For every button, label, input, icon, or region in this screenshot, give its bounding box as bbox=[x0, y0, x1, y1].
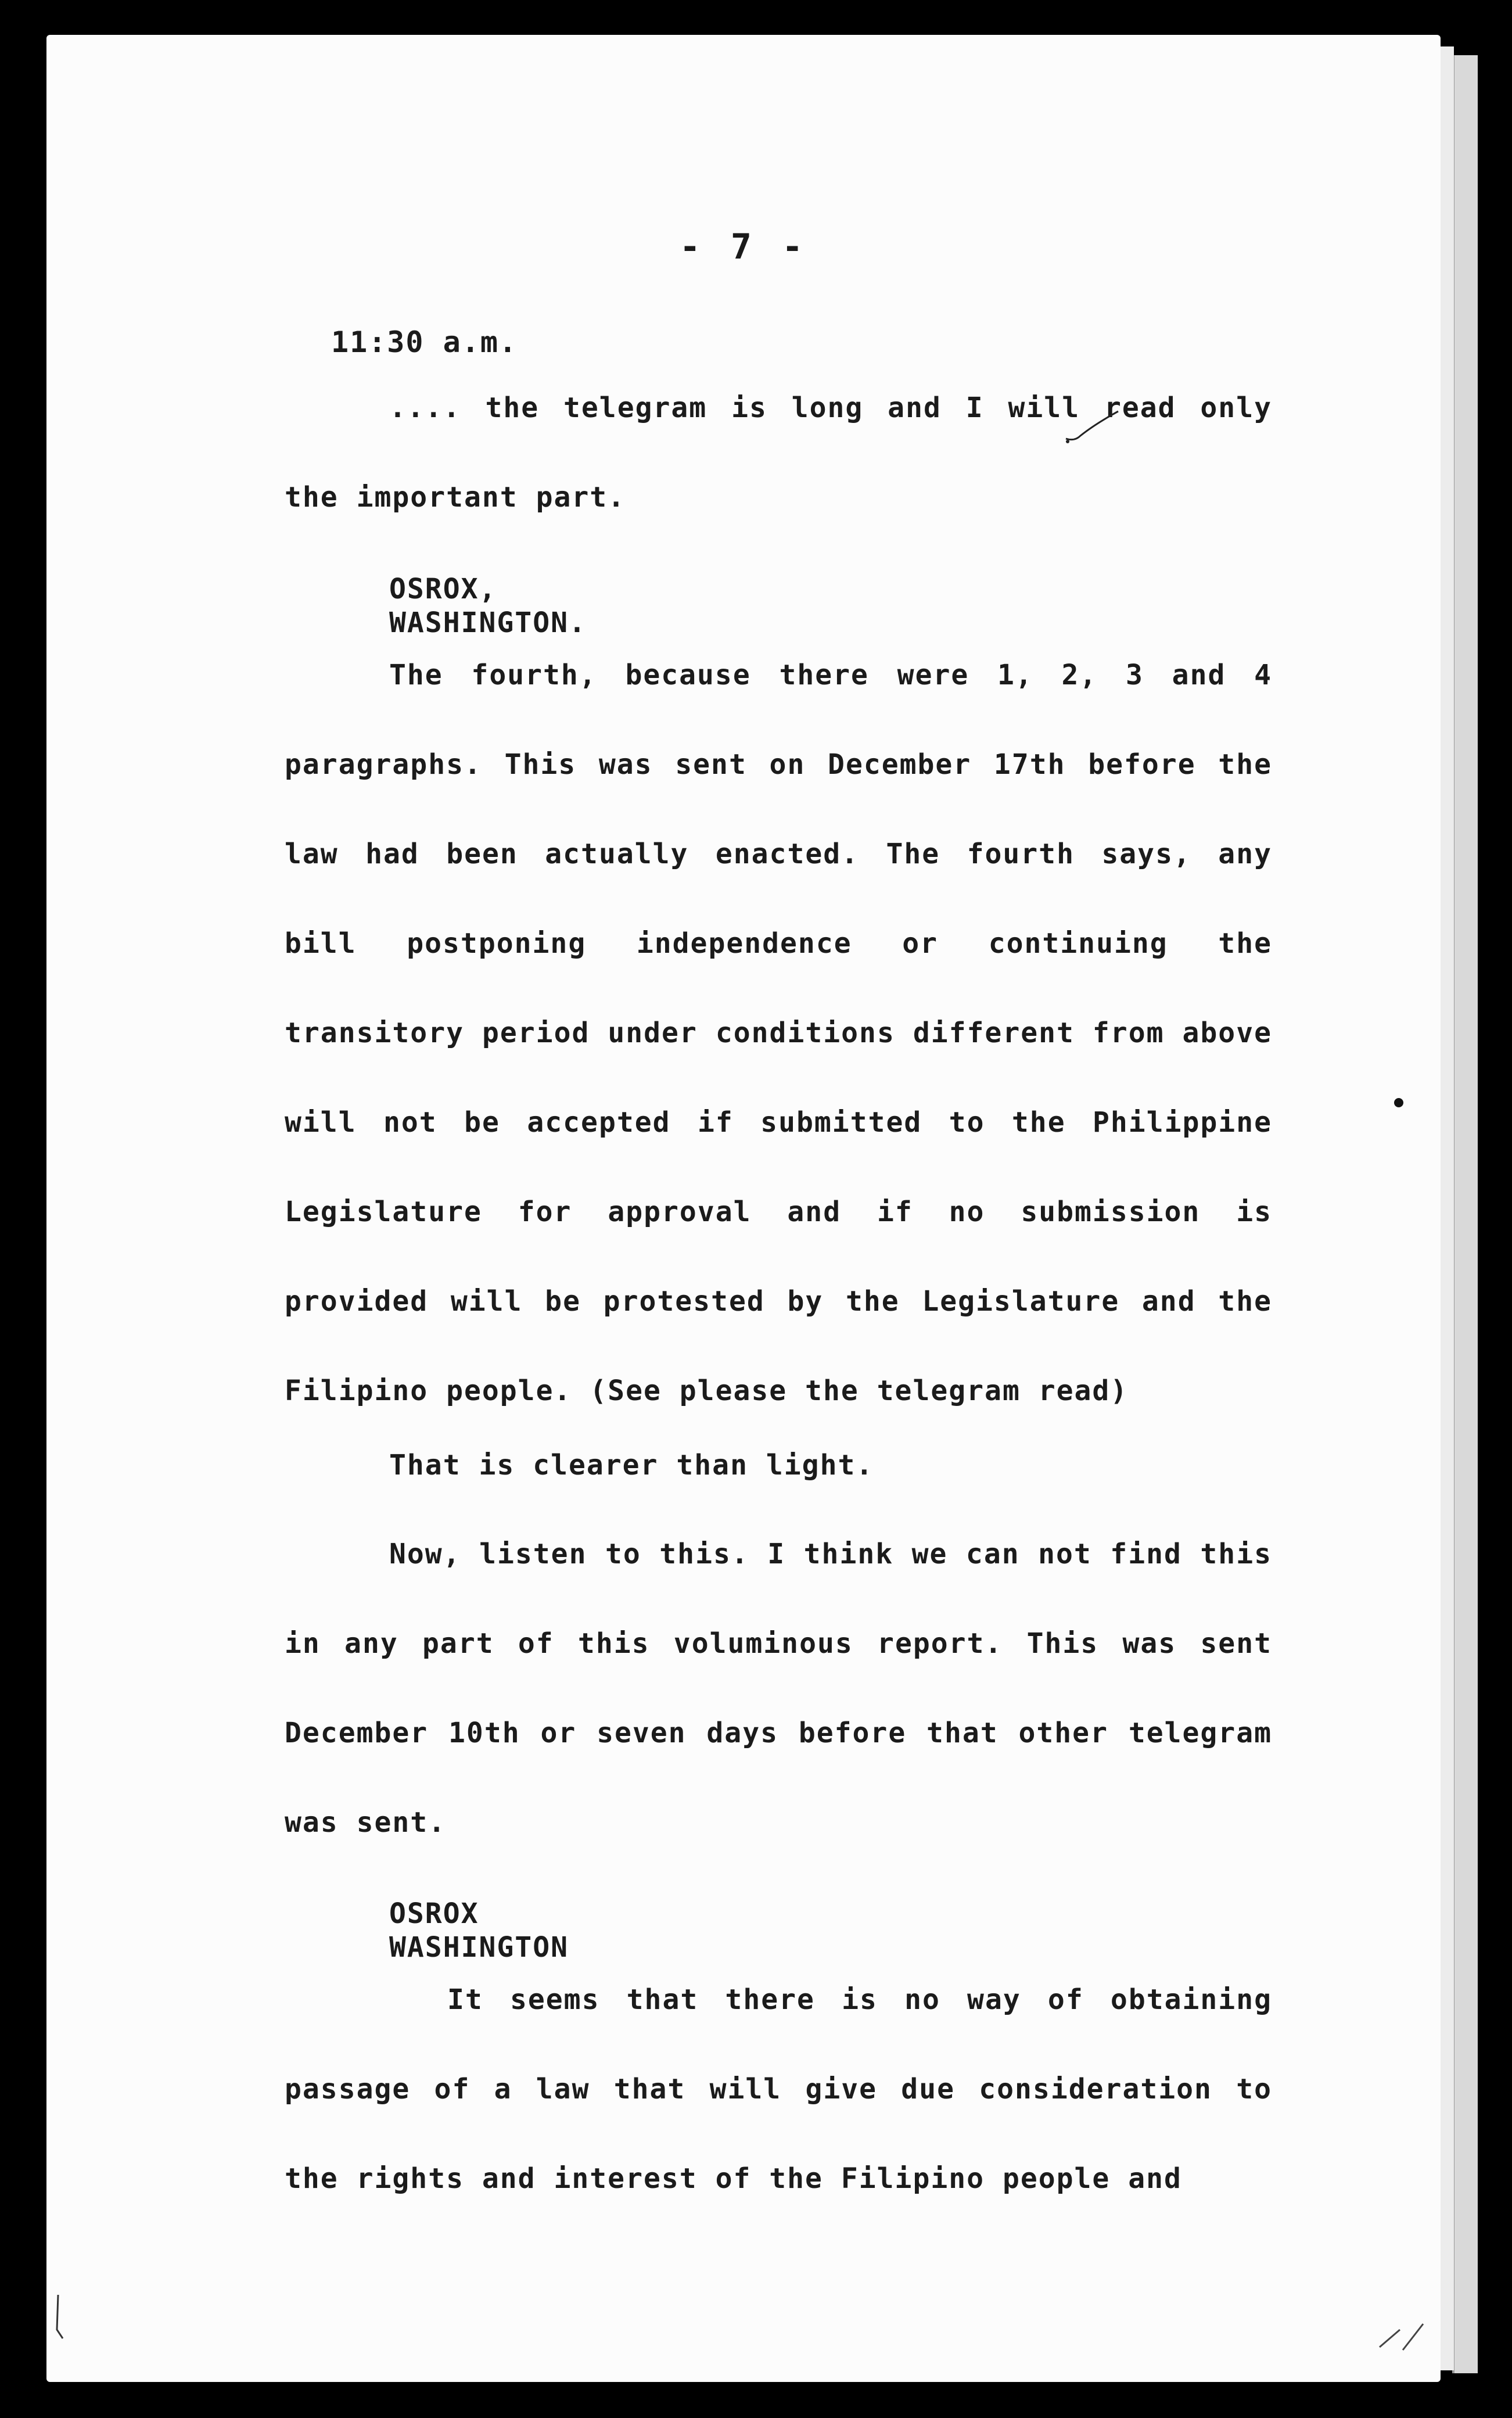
paragraph-listen: Now, listen to this. I think we can not find this in any part of this voluminous report. This was sent December 10th or seven days before that other telegram was sent. bbox=[285, 1538, 1272, 1839]
address-line: OSROX, bbox=[389, 573, 497, 605]
page-number: - 7 - bbox=[679, 227, 808, 267]
paragraph-clearer: That is clearer than light. bbox=[389, 1449, 874, 1481]
margin-mark bbox=[1394, 1098, 1403, 1107]
scratch-mark bbox=[1377, 2312, 1429, 2353]
check-mark-icon bbox=[1063, 407, 1121, 447]
time-heading: 11:30 a.m. bbox=[331, 325, 518, 359]
scratch-mark bbox=[52, 2295, 64, 2341]
paragraph-fourth-telegram: The fourth, because there were 1, 2, 3 and 4 paragraphs. This was sent on December 17th before the law had been actually enacted. The fourth says, any bill postponing independence or continuing the transitory period under conditions different from above will not be accepted if submitted to the Philippine Legislature for approval and if no submission is provided will be protested by the Legislature and the Filipino people. (See please the telegram read) bbox=[285, 659, 1272, 1407]
telegram-address-1 bbox=[389, 572, 587, 640]
paragraph-it-seems: It seems that there is no way of obtaining passage of a law that will give due consideration to the rights and interest of the Filipino people and bbox=[285, 1983, 1272, 2195]
address-line: WASHINGTON. bbox=[389, 607, 587, 639]
paragraph-intro: .... the telegram is long and I will read only the important part. bbox=[285, 392, 1272, 514]
address-line: OSROX bbox=[389, 1897, 479, 1930]
address-line: WASHINGTON bbox=[389, 1931, 569, 1964]
underlying-page-edge bbox=[1452, 55, 1478, 2373]
telegram-address-2 bbox=[389, 1897, 569, 1964]
